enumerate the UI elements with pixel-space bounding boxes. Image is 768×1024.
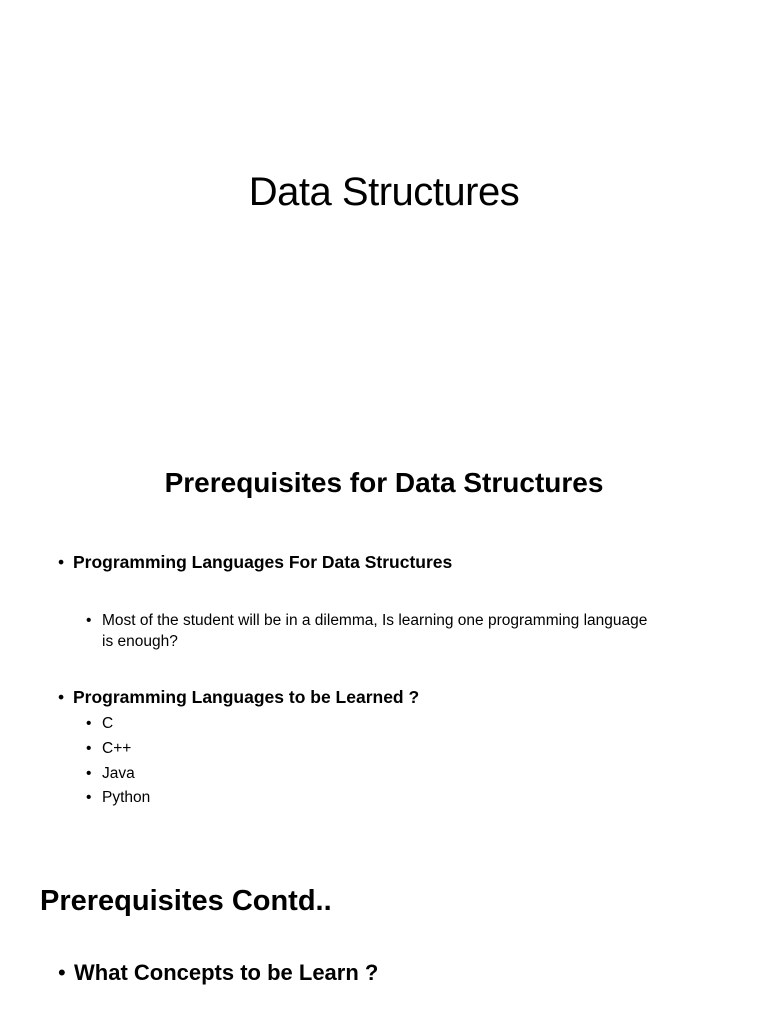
bullet-marker: • bbox=[86, 715, 92, 732]
sub-bullet-text: C++ bbox=[102, 740, 132, 757]
slide-title-heading: Data Structures bbox=[248, 170, 520, 214]
bullet-text: What Concepts to be Learn ? bbox=[74, 960, 379, 985]
bullet-concepts bbox=[58, 958, 378, 988]
bullet-marker: • bbox=[86, 789, 92, 806]
bullet-marker: • bbox=[58, 552, 65, 572]
slide-prerequisites-contd bbox=[0, 840, 768, 1024]
prerequisites-contd-heading: Prerequisites Contd.. bbox=[40, 885, 332, 917]
prerequisites-heading: Prerequisites for Data Structures bbox=[164, 467, 604, 498]
bullet-marker: • bbox=[58, 960, 66, 985]
sub-bullet-dilemma bbox=[86, 610, 686, 652]
sub-bullet-text: Java bbox=[102, 765, 135, 782]
sub-bullet-python bbox=[86, 787, 686, 808]
slide-prerequisites bbox=[0, 420, 768, 840]
bullet-programming-languages bbox=[58, 550, 452, 574]
sub-bullet-text: Python bbox=[102, 789, 151, 806]
slide-title bbox=[0, 0, 768, 420]
sub-bullet-c bbox=[86, 713, 686, 734]
sub-bullet-java bbox=[86, 763, 686, 784]
bullet-text: Programming Languages For Data Structures bbox=[73, 552, 453, 572]
bullet-text: Programming Languages to be Learned ? bbox=[73, 687, 420, 707]
bullet-languages-to-learn bbox=[58, 685, 419, 709]
sub-bullet-cpp bbox=[86, 738, 686, 759]
bullet-marker: • bbox=[86, 612, 92, 629]
sub-bullet-text: Most of the student will be in a dilemma, Is learning one programming language is enough? bbox=[102, 612, 648, 650]
sub-bullet-text: C bbox=[102, 715, 114, 732]
bullet-marker: • bbox=[58, 687, 65, 707]
bullet-marker: • bbox=[86, 740, 92, 757]
bullet-marker: • bbox=[86, 765, 92, 782]
